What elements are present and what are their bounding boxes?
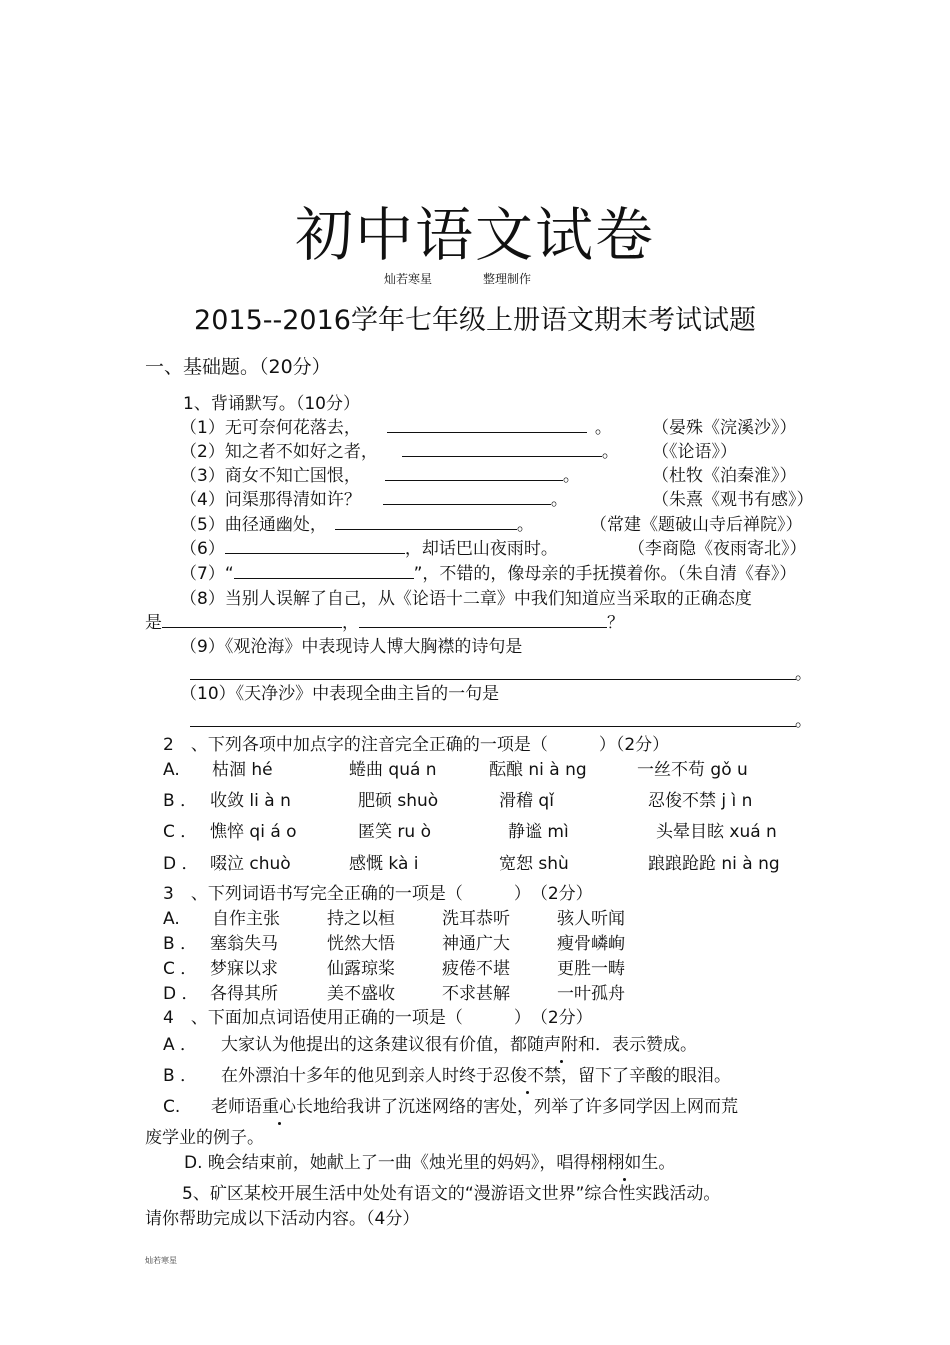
q1-item-4-source: （朱熹《观书有感》） — [652, 490, 814, 510]
q4-option-b: 在外漂泊十多年的他见到亲人时终于忍俊不禁，留下了辛酸的眼泪。 — [221, 1066, 731, 1086]
q3-option-d-4: 一叶孤舟 — [557, 984, 625, 1004]
q3-stem: 3 、下列词语书写完全正确的一项是（ ） （2分） — [163, 884, 593, 904]
q1-item-10: （10）《天净沙》中表现全曲主旨的一句是 — [180, 684, 500, 704]
q1-item-1-post: 。 — [594, 418, 612, 438]
q1-item-10-blank[interactable] — [190, 726, 796, 727]
q1-item-2 — [180, 440, 619, 464]
q1-item-1-pre: （1）无可奈何花落去， — [180, 418, 361, 438]
q1-item-7-pre: （7）“ — [180, 564, 234, 584]
q1-item-8-pre: 是 — [145, 613, 162, 633]
q1-item-5-post: 。 — [516, 515, 534, 535]
q2-option-a-1: 枯涸 hé — [212, 760, 273, 780]
q1-item-5-source: （常建《题破山寺后禅院》） — [590, 515, 803, 535]
q1-item-6 — [180, 537, 558, 561]
q3-option-d-2: 美不盛收 — [327, 984, 395, 1004]
exam-title: 2015--2016学年七年级上册语文期末考试试题 — [194, 305, 756, 336]
q2-option-d-4: 踉踉跄跄 ni à ng — [648, 854, 780, 874]
q1-item-9: （9）《观沧海》中表现诗人博大胸襟的诗句是 — [180, 637, 523, 657]
q3-option-b-1: 塞翁失马 — [210, 934, 278, 954]
q4-option-a-dotted: 随声附和 — [527, 1035, 595, 1055]
q3-option-a-4: 骇人听闻 — [557, 909, 625, 929]
q5-line1: 5、矿区某校开展生活中处处有语文的“漫游语文世界”综合性实践活动。 — [182, 1184, 721, 1204]
q1-item-8-line2 — [145, 611, 624, 635]
q2-option-d-3: 宽恕 shù — [499, 854, 569, 874]
q1-item-2-pre: （2）知之者不如好之者， — [180, 442, 378, 462]
q3-option-c-label: C ． — [163, 959, 198, 979]
page-title: 初中语文试卷 — [294, 201, 655, 269]
q3-option-c-2: 仙露琼桨 — [327, 959, 395, 979]
q1-item-3-blank[interactable] — [385, 464, 563, 481]
q2-option-a-label: A. — [163, 760, 180, 780]
q1-item-4-post: 。 — [550, 490, 568, 510]
q1-item-2-post: 。 — [601, 442, 619, 462]
q4-option-c-label: C. — [163, 1097, 181, 1117]
q1-item-2-source: （《论语》） — [652, 442, 737, 462]
q3-option-c-4: 更胜一畴 — [557, 959, 625, 979]
q1-item-1-source: （晏殊《浣溪沙》） — [652, 418, 797, 438]
q3-option-a-label: A. — [163, 909, 180, 929]
q3-option-b-4: 瘦骨嶙峋 — [557, 934, 625, 954]
q2-option-b-1: 收敛 li à n — [210, 791, 291, 811]
q1-item-4-blank[interactable] — [383, 488, 551, 505]
q4-option-b-dotted: 忍俊不禁 — [493, 1066, 561, 1086]
q2-option-c-2: 匿笑 ru ò — [358, 822, 431, 842]
q4-option-d: D. 晚会结束前，她献上了一曲《烛光里的妈妈》，唱得栩栩如生。 — [184, 1153, 676, 1173]
q1-stem: 1、背诵默写。（10分） — [183, 394, 360, 414]
q1-item-6-post: ，却话巴山夜雨时。 — [404, 539, 558, 559]
q2-option-d-1: 啜泣 chuò — [210, 854, 291, 874]
q3-option-d-1: 各得其所 — [210, 984, 278, 1004]
q4-option-b-label: B ． — [163, 1066, 198, 1086]
q2-option-c-3: 静谧 mì — [508, 822, 569, 842]
q4-option-c-dotted: 语重心长 — [245, 1097, 313, 1117]
q2-option-a-4: 一丝不苟 gǒ u — [637, 760, 748, 780]
q3-option-c-1: 梦寐以求 — [210, 959, 278, 979]
q1-item-1-blank[interactable] — [387, 416, 587, 433]
q3-option-a-3: 洗耳恭听 — [442, 909, 510, 929]
q1-item-9-end: 。 — [795, 664, 812, 684]
q1-item-10-end: 。 — [795, 711, 812, 731]
q1-item-8-blank-2[interactable] — [359, 611, 607, 628]
q1-item-3-source: （杜牧《泊秦淮》） — [652, 466, 797, 486]
q2-option-b-3: 滑稽 qǐ — [499, 791, 554, 811]
q4-option-c: 老师语重心长地给我讲了沉迷网络的害处，列举了许多同学因上网而荒 — [211, 1097, 738, 1117]
q4-stem: 4 、下面加点词语使用正确的一项是（ ） （2分） — [163, 1008, 593, 1028]
q1-item-7-post: ”，不错的，像母亲的手抚摸着你。（朱自清《春》） — [413, 564, 797, 584]
q3-option-c-3: 疲倦不堪 — [442, 959, 510, 979]
q1-item-5-blank[interactable] — [335, 513, 517, 530]
q1-item-7-blank[interactable] — [234, 562, 414, 579]
q2-option-b-label: B ． — [163, 791, 198, 811]
q1-item-4 — [180, 488, 568, 512]
q1-item-6-pre: （6） — [180, 539, 225, 559]
q2-option-a-2: 蜷曲 quá n — [349, 760, 437, 780]
q1-item-8-line1: （8）当别人误解了自己，从《论语十二章》中我们知道应当采取的正确态度 — [180, 589, 752, 609]
q3-option-d-label: D ． — [163, 984, 199, 1004]
q3-option-b-2: 恍然大悟 — [327, 934, 395, 954]
q1-item-1 — [180, 416, 612, 440]
section-heading: 一、基础题。（20分） — [145, 356, 331, 378]
q3-option-b-label: B ． — [163, 934, 198, 954]
q4-option-d-dotted: 栩栩如生 — [590, 1153, 659, 1173]
q1-item-9-blank[interactable] — [190, 679, 796, 680]
q2-option-c-4: 头晕目眩 xuá n — [656, 822, 777, 842]
q3-option-a-1: 自作主张 — [212, 909, 280, 929]
q1-item-8-blank-1[interactable] — [162, 611, 342, 628]
q1-item-8-comma: ， — [342, 613, 359, 633]
q4-option-a: 大家认为他提出的这条建议很有价值，都随声附和．表示赞成。 — [221, 1035, 697, 1055]
q2-option-b-4: 忍俊不禁 j ì n — [648, 791, 753, 811]
credit-name: 灿若寒星 — [384, 272, 433, 286]
credit-role: 整理制作 — [483, 272, 532, 286]
q2-option-c-1: 憔悴 qi á o — [210, 822, 297, 842]
q1-item-6-source: （李商隐《夜雨寄北》） — [628, 539, 807, 559]
q5-line2: 请你帮助完成以下活动内容。（4分） — [145, 1209, 420, 1229]
q2-option-c-label: C ． — [163, 822, 198, 842]
q2-option-d-2: 感慨 kà i — [349, 854, 419, 874]
q4-option-a-label: A ． — [163, 1035, 198, 1055]
q3-option-b-3: 神通广大 — [442, 934, 510, 954]
q1-item-3-pre: （3）商女不知亡国恨， — [180, 466, 361, 486]
q1-item-6-blank[interactable] — [225, 537, 405, 554]
footer-watermark: 灿若寒星 — [145, 1256, 177, 1265]
q1-item-7 — [180, 562, 796, 586]
q4-option-c-line2: 废学业的例子。 — [145, 1128, 264, 1148]
q2-option-a-3: 酝酿 ni à ng — [489, 760, 587, 780]
q1-item-4-pre: （4）问渠那得清如许？ — [180, 490, 361, 510]
q1-item-8-end: ？ — [607, 613, 624, 633]
q1-item-5 — [180, 513, 534, 537]
q1-item-3 — [180, 464, 580, 488]
q1-item-3-post: 。 — [562, 466, 580, 486]
q2-option-d-label: D ． — [163, 854, 199, 874]
q3-option-d-3: 不求甚解 — [442, 984, 510, 1004]
q3-option-a-2: 持之以桓 — [327, 909, 395, 929]
q1-item-5-pre: （5）曲径通幽处， — [180, 515, 327, 535]
q1-item-2-blank[interactable] — [402, 440, 602, 457]
q2-stem: 2 、下列各项中加点字的注音完全正确的一项是（ ）（2分） — [163, 735, 670, 755]
q2-option-b-2: 肥硕 shuò — [358, 791, 439, 811]
